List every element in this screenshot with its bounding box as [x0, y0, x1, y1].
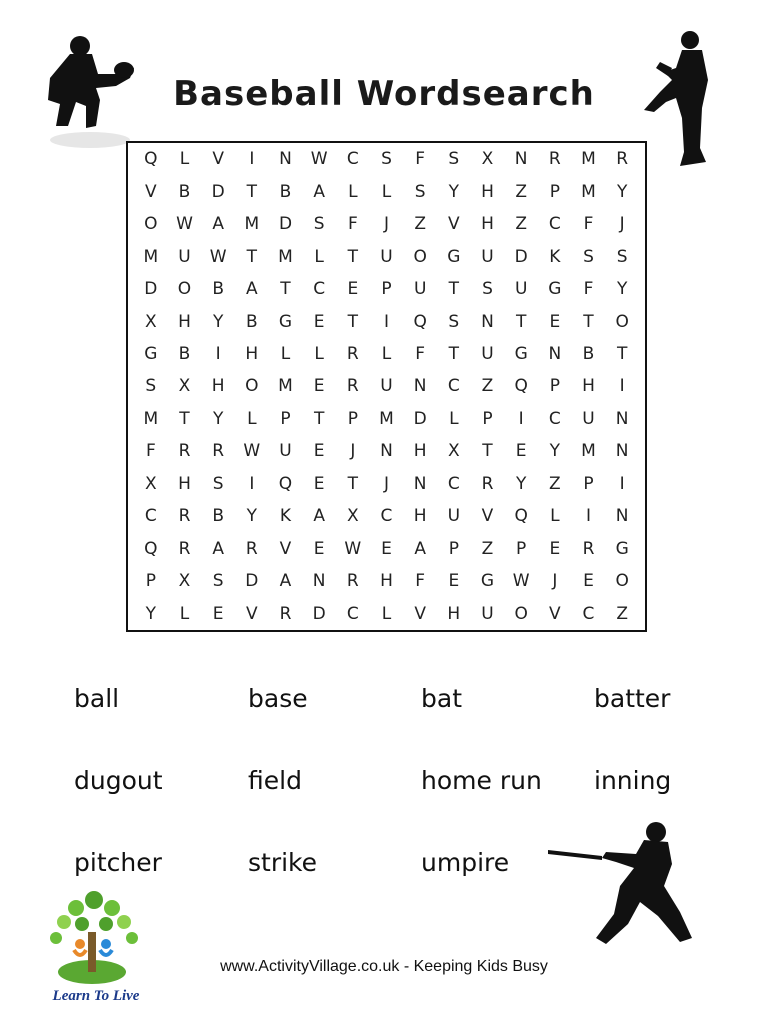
grid-letter: P	[583, 473, 594, 494]
grid-letter: S	[212, 571, 224, 592]
grid-letter: N	[514, 149, 528, 170]
grid-letter: T	[515, 311, 527, 332]
grid-letter: P	[482, 408, 493, 429]
grid-letter: D	[211, 181, 225, 202]
grid-letter: N	[481, 311, 494, 332]
grid-letter: A	[212, 538, 224, 559]
grid-letter: P	[448, 538, 459, 559]
grid-letter: W	[243, 441, 261, 462]
grid-letter: O	[413, 246, 427, 267]
grid-letter: J	[383, 473, 389, 494]
grid-letter: U	[481, 603, 494, 624]
logo-text: Learn To Live	[52, 988, 140, 1004]
grid-letter: T	[313, 408, 325, 429]
grid-letter: R	[548, 149, 561, 170]
grid-letter: O	[615, 311, 629, 332]
grid-letter: V	[279, 538, 292, 559]
grid-letter: Q	[413, 311, 427, 332]
grid-letter: U	[582, 408, 595, 429]
word-ball: ball	[74, 684, 120, 713]
grid-letter: T	[448, 344, 460, 365]
grid-letter: F	[415, 571, 426, 592]
grid-letter: Y	[549, 441, 561, 462]
grid-letter: X	[145, 473, 157, 494]
grid-letter: H	[481, 214, 494, 235]
grid-letter: H	[413, 441, 427, 462]
grid-letter: L	[179, 603, 190, 624]
word-umpire: umpire	[421, 848, 510, 877]
grid-letter: L	[449, 408, 459, 429]
grid-letter: T	[347, 246, 359, 267]
grid-letter: P	[549, 181, 560, 202]
grid-letter: B	[178, 181, 191, 202]
grid-letter: L	[550, 506, 560, 527]
grid-letter: G	[447, 246, 461, 267]
grid-letter: D	[312, 603, 326, 624]
grid-letter: S	[583, 246, 594, 267]
grid-letter: C	[313, 279, 326, 300]
grid-letter: A	[212, 214, 224, 235]
grid-letter: A	[414, 538, 426, 559]
grid-letter: M	[581, 181, 596, 202]
grid-letter: O	[615, 571, 629, 592]
grid-letter: S	[414, 181, 426, 202]
grid-letter: W	[310, 149, 328, 170]
grid-letter: G	[480, 571, 495, 592]
grid-letter: T	[448, 279, 460, 300]
grid-letter: N	[615, 441, 629, 462]
grid-letter: A	[246, 279, 258, 300]
grid-letter: L	[381, 181, 392, 202]
grid-letter: B	[582, 344, 595, 365]
grid-letter: R	[178, 506, 191, 527]
grid-letter: U	[279, 441, 292, 462]
grid-letter: L	[179, 149, 190, 170]
word-field: field	[248, 766, 302, 795]
grid-letter: L	[348, 181, 358, 202]
grid-letter: Y	[212, 408, 224, 429]
grid-letter: F	[415, 344, 426, 365]
grid-letter: O	[514, 603, 528, 624]
grid-letter: Z	[515, 181, 527, 202]
grid-letter: Z	[414, 214, 426, 235]
grid-letter: B	[178, 344, 191, 365]
pitcher-silhouette	[636, 28, 716, 173]
grid-letter: V	[414, 603, 426, 624]
grid-letter: U	[514, 279, 528, 300]
grid-letter: C	[447, 376, 460, 397]
grid-letter: E	[313, 538, 325, 559]
grid-letter: E	[313, 311, 325, 332]
grid-letter: A	[279, 571, 292, 592]
grid-letter: S	[145, 376, 157, 397]
footer-text: www.ActivityVillage.co.uk - Keeping Kids Busy	[220, 958, 548, 975]
wordsearch-grid	[126, 141, 647, 632]
grid-letter: D	[278, 214, 293, 235]
grid-letter: E	[212, 603, 224, 624]
grid-letter: L	[280, 344, 291, 365]
grid-letter: V	[246, 603, 258, 624]
grid-letter: A	[313, 506, 325, 527]
grid-letter: E	[549, 538, 561, 559]
page-title: Baseball Wordsearch	[173, 74, 595, 114]
grid-letter: I	[249, 149, 255, 170]
word-inning: inning	[594, 766, 672, 795]
grid-letter: Y	[515, 473, 527, 494]
grid-letter: L	[314, 246, 324, 267]
grid-letter: H	[211, 376, 225, 397]
grid-letter: G	[615, 538, 629, 559]
grid-letter: P	[549, 376, 560, 397]
grid-letter: D	[245, 571, 259, 592]
grid-letter: X	[178, 571, 191, 592]
grid-letter: G	[144, 344, 158, 365]
grid-letter: N	[279, 149, 292, 170]
grid-letter: Z	[616, 603, 628, 624]
grid-letter: S	[448, 149, 460, 170]
grid-letter: H	[481, 181, 494, 202]
grid-letter: T	[347, 311, 359, 332]
grid-letter: Y	[145, 603, 157, 624]
grid-letter: O	[144, 214, 158, 235]
grid-letter: R	[245, 538, 258, 559]
grid-letter: H	[582, 376, 595, 397]
grid-letter: Y	[212, 311, 224, 332]
grid-letter: E	[381, 538, 392, 559]
grid-letter: F	[583, 279, 594, 300]
grid-letter: K	[279, 506, 292, 527]
grid-letter: P	[347, 408, 358, 429]
grid-letter: Q	[514, 376, 528, 397]
grid-letter: J	[619, 214, 625, 235]
grid-letter: W	[344, 538, 362, 559]
grid-letter: S	[381, 149, 392, 170]
grid-letter: C	[380, 506, 393, 527]
grid-letter: H	[178, 473, 191, 494]
grid-letter: R	[481, 473, 494, 494]
grid-letter: S	[212, 473, 224, 494]
grid-letter: P	[381, 279, 392, 300]
grid-letter: T	[246, 181, 258, 202]
grid-letter: M	[143, 408, 159, 429]
grid-letter: B	[245, 311, 258, 332]
grid-letter: S	[616, 246, 628, 267]
grid-letter: V	[481, 506, 494, 527]
grid-letter: P	[516, 538, 527, 559]
word-pitcher: pitcher	[74, 848, 162, 877]
grid-letter: N	[380, 441, 393, 462]
grid-letter: I	[619, 473, 625, 494]
grid-letter: C	[548, 408, 561, 429]
grid-letter: U	[481, 344, 494, 365]
grid-letter: N	[413, 376, 427, 397]
grid-letter: U	[380, 246, 393, 267]
grid-letter: T	[616, 344, 628, 365]
word-strike: strike	[248, 848, 318, 877]
grid-letter: E	[347, 279, 359, 300]
grid-letter: L	[381, 603, 392, 624]
grid-letter: I	[215, 344, 221, 365]
grid-letter: Z	[481, 538, 494, 559]
grid-letter: P	[145, 571, 156, 592]
grid-letter: L	[314, 344, 324, 365]
tree-icon	[36, 888, 156, 988]
grid-letter: I	[383, 311, 389, 332]
grid-letter: Z	[481, 376, 494, 397]
grid-letter: E	[313, 376, 325, 397]
grid-letter: M	[278, 246, 293, 267]
learn-to-live-logo	[36, 888, 156, 1018]
grid-letter: S	[313, 214, 325, 235]
grid-letter: A	[313, 181, 325, 202]
grid-letter: I	[518, 408, 524, 429]
grid-letter: Y	[448, 181, 460, 202]
grid-letter: V	[448, 214, 460, 235]
grid-letter: I	[619, 376, 625, 397]
grid-letter: D	[413, 408, 427, 429]
grid-letter: U	[178, 246, 191, 267]
grid-letter: W	[209, 246, 227, 267]
word-home-run: home run	[421, 766, 542, 795]
grid-letter: Q	[144, 538, 158, 559]
grid-letter: V	[549, 603, 561, 624]
grid-letter: E	[583, 571, 594, 592]
grid-letter: S	[448, 311, 460, 332]
grid-letter: E	[313, 473, 325, 494]
grid-letter: M	[581, 441, 596, 462]
word-dugout: dugout	[74, 766, 163, 795]
grid-letter: I	[249, 473, 255, 494]
grid-letter: D	[144, 279, 158, 300]
grid-letter: T	[583, 311, 594, 332]
grid-letter: J	[383, 214, 389, 235]
grid-letter: R	[346, 571, 359, 592]
grid-letter: S	[482, 279, 493, 300]
grid-letter: W	[512, 571, 530, 592]
grid-letter: F	[415, 149, 426, 170]
grid-letter: N	[615, 408, 629, 429]
grid-letter: I	[585, 506, 591, 527]
grid-letter: G	[278, 311, 293, 332]
grid-letter: C	[346, 603, 359, 624]
grid-letter: N	[548, 344, 562, 365]
grid-letter: M	[143, 246, 159, 267]
grid-letter: Q	[144, 149, 158, 170]
grid-letter: R	[279, 603, 292, 624]
grid-letter: F	[347, 214, 358, 235]
grid-letter: X	[448, 441, 460, 462]
grid-letter: H	[178, 311, 191, 332]
grid-letter: V	[145, 181, 157, 202]
grid-letter: T	[280, 279, 291, 300]
grid-letter: K	[549, 246, 561, 267]
grid-letter: H	[380, 571, 393, 592]
grid-letter: B	[212, 506, 224, 527]
catcher-silhouette	[40, 34, 140, 154]
grid-letter: Y	[246, 506, 258, 527]
word-batter: batter	[594, 684, 671, 713]
grid-letter: C	[346, 149, 359, 170]
grid-letter: E	[549, 311, 561, 332]
grid-letter: J	[552, 571, 558, 592]
grid-letter: Q	[278, 473, 293, 494]
word-bat: bat	[421, 684, 462, 713]
grid-letter: R	[178, 538, 191, 559]
grid-letter: E	[515, 441, 527, 462]
grid-letter: M	[379, 408, 394, 429]
grid-letter: T	[179, 408, 190, 429]
grid-letter: C	[582, 603, 595, 624]
grid-letter: U	[447, 506, 461, 527]
grid-letter: D	[514, 246, 528, 267]
grid-letter: T	[482, 441, 493, 462]
grid-letter: Z	[549, 473, 561, 494]
grid-letter: R	[346, 344, 359, 365]
grid-letter: O	[245, 376, 259, 397]
grid-letter: U	[380, 376, 393, 397]
grid-letter: G	[514, 344, 528, 365]
grid-letter: Y	[616, 181, 628, 202]
grid-letter: C	[447, 473, 460, 494]
grid-letter: F	[583, 214, 594, 235]
grid-letter: R	[582, 538, 595, 559]
grid-letter: X	[145, 311, 157, 332]
grid-letter: G	[548, 279, 562, 300]
grid-letter: M	[278, 376, 293, 397]
grid-letter: M	[244, 214, 260, 235]
grid-letter: N	[615, 506, 629, 527]
grid-letter: N	[312, 571, 326, 592]
grid-letter: Z	[515, 214, 527, 235]
grid-letter: E	[448, 571, 460, 592]
grid-letter: W	[176, 214, 193, 235]
grid-letter: H	[245, 344, 259, 365]
batter-silhouette	[540, 820, 700, 950]
grid-letter: N	[413, 473, 427, 494]
grid-letter: R	[616, 149, 629, 170]
grid-letter: T	[347, 473, 359, 494]
grid-letter: R	[212, 441, 225, 462]
grid-letter: B	[212, 279, 224, 300]
grid-letter: U	[413, 279, 427, 300]
grid-letter: R	[346, 376, 359, 397]
grid-letter: X	[178, 376, 191, 397]
grid-letter: V	[212, 149, 224, 170]
grid-letter: R	[178, 441, 191, 462]
grid-letter: H	[447, 603, 461, 624]
grid-letter: H	[413, 506, 427, 527]
grid-letter: M	[581, 149, 596, 170]
grid-letter: E	[313, 441, 325, 462]
grid-letter: J	[350, 441, 356, 462]
grid-letter: Q	[514, 506, 528, 527]
grid-letter: B	[279, 181, 292, 202]
grid-letter: C	[144, 506, 157, 527]
grid-letter: Y	[616, 279, 628, 300]
word-base: base	[248, 684, 308, 713]
grid-letter: C	[548, 214, 561, 235]
grid-letter: P	[280, 408, 291, 429]
grid-letter: T	[246, 246, 258, 267]
grid-letter: X	[347, 506, 359, 527]
grid-letter: L	[247, 408, 257, 429]
grid-letter: X	[481, 149, 494, 170]
grid-letter: L	[381, 344, 392, 365]
grid-letter: O	[177, 279, 192, 300]
grid-letter: F	[145, 441, 156, 462]
grid-letter: U	[481, 246, 494, 267]
